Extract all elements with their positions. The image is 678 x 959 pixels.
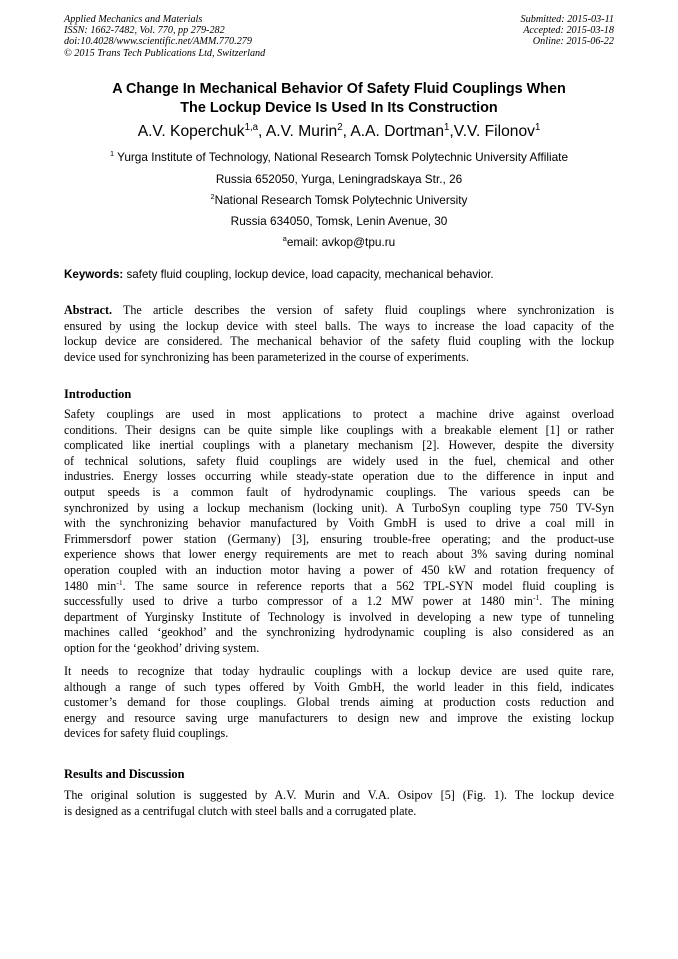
author-affil-sup: 1 bbox=[444, 121, 450, 133]
email-text: email: avkop@tpu.ru bbox=[286, 235, 396, 249]
abstract-line bbox=[64, 303, 614, 319]
text-fragment: 1480 min bbox=[64, 578, 117, 593]
paragraph-line: Frimmersdorf power station (Germany) [3], ensuring trouble-free operating; and the product-use bbox=[64, 531, 614, 546]
author-list bbox=[64, 123, 614, 141]
paragraph-line: synchronized by using a lockup mechanism (locking unit). A TurboSyn coupling type 750 TV-Syn bbox=[64, 500, 614, 515]
abstract-line: ensured by using the lockup device with steel balls. The ways to increase the load capacity of the bbox=[64, 318, 614, 333]
text-fragment: . The mining bbox=[539, 594, 614, 609]
affil-text: Yurga Institute of Technology, National Research Tomsk Polytechnic University Affiliate bbox=[114, 150, 569, 164]
title-line-1: A Change In Mechanical Behavior Of Safety Fluid Couplings When bbox=[112, 81, 566, 97]
abstract-line: device used for synchronizing has been parameterized in the course of experiments. bbox=[64, 349, 469, 364]
paragraph-line: industries. Energy losses occurring while steady-state operation due to the difference in input and bbox=[64, 469, 614, 484]
journal-issn: ISSN: 1662-7482, Vol. 770, pp 279-282 bbox=[64, 25, 225, 37]
paragraph-line: It needs to recognize that today hydraulic couplings with a lockup device are used quite rare, bbox=[64, 664, 614, 678]
paragraph-line: complicated like inertial couplings with a planetary mechanism [2]. However, despite the diversity bbox=[64, 438, 614, 453]
submission-dates bbox=[521, 14, 614, 48]
accepted-date: Accepted: 2015-03-18 bbox=[523, 25, 614, 37]
paragraph-line: The original solution is suggested by A.V. Murin and V.A. Osipov [5] (Fig. 1). The lockup device bbox=[64, 788, 614, 802]
paper-title bbox=[64, 80, 614, 118]
paragraph-line: experience shows that lower energy requirements are met to reach about 3% saving during nominal bbox=[64, 547, 614, 562]
author-separator: , bbox=[449, 123, 454, 140]
paragraph-line: of technical solutions, safety fluid couplings are widely used in the fuel, chemical and other bbox=[64, 453, 614, 468]
paragraph-line: department of Yurginsky Institute of Technology is involved in developing a new type of tunneling bbox=[64, 609, 614, 624]
introduction-heading: Introduction bbox=[64, 387, 132, 401]
affiliation-1 bbox=[64, 150, 614, 164]
author-separator: , bbox=[258, 123, 266, 140]
email-sup: a bbox=[282, 234, 287, 244]
paragraph-line: although a range of such types offered by Voith GmbH, the world leader in this field, indicates bbox=[64, 679, 614, 694]
title-line-2: The Lockup Device Is Used In Its Construction bbox=[180, 100, 498, 116]
author-affil-sup: 2 bbox=[337, 121, 343, 133]
author-separator: , bbox=[342, 123, 351, 140]
journal-name: Applied Mechanics and Materials bbox=[64, 14, 203, 25]
journal-info bbox=[64, 14, 265, 59]
abstract bbox=[64, 303, 614, 365]
journal-doi: doi:10.4028/www.scientific.net/AMM.770.279 bbox=[64, 36, 252, 48]
paragraph-line: Safety couplings are used in most applications to protect a machine drive against overload bbox=[64, 407, 614, 421]
exponent: -1 bbox=[116, 577, 123, 587]
affiliation-2 bbox=[64, 193, 614, 207]
affil-sup: 1 bbox=[109, 149, 115, 159]
paragraph-line: conditions. Their designs can be quite simple like couplings with a breakable element [1] or rather bbox=[64, 422, 614, 437]
paragraph-line: energy and resource saving urge manufacturers to design new and improve the existing lockup bbox=[64, 710, 614, 725]
paragraph-line: customer’s demand for those couplings. Global trends aiming at production costs reduction and bbox=[64, 695, 614, 710]
paragraph-line: option for the ‘geokhod’ driving system. bbox=[64, 640, 260, 655]
results-paragraph-1 bbox=[64, 788, 614, 819]
journal-copyright: © 2015 Trans Tech Publications Ltd, Switzerland bbox=[64, 47, 266, 59]
paragraph-line: operation coupled with an induction motor having a power of 450 kW and rotation frequency of bbox=[64, 562, 614, 577]
keywords-text: safety fluid coupling, lockup device, load capacity, mechanical behavior. bbox=[123, 268, 494, 281]
keywords bbox=[64, 268, 614, 281]
introduction-paragraph-1 bbox=[64, 407, 614, 657]
paragraph-line: is designed as a centrifugal clutch with steel balls and a corrugated plate. bbox=[64, 803, 417, 818]
keywords-label: Keywords: bbox=[64, 268, 124, 281]
affil-sup: 2 bbox=[210, 192, 215, 202]
author-name: A.A. Dortman bbox=[350, 123, 444, 140]
author-affil-sup: 1,a bbox=[244, 121, 259, 133]
text-fragment: successfully used to drive a turbo compressor of a 1.2 MW power at 1480 min bbox=[64, 594, 533, 609]
paragraph-line bbox=[64, 594, 614, 610]
author-affil-sup: 1 bbox=[534, 121, 541, 133]
abstract-text: The article describes the version of safety fluid couplings where synchronization is bbox=[112, 303, 614, 317]
online-date: Online: 2015-06-22 bbox=[532, 36, 614, 48]
author-name: V.V. Filonov bbox=[453, 123, 535, 140]
exponent: -1 bbox=[532, 593, 540, 603]
submitted-date: Submitted: 2015-03-11 bbox=[520, 14, 614, 25]
abstract-line: lockup device are considered. The mechanical behavior of the safety fluid coupling with the lockup bbox=[64, 334, 614, 349]
author-name: A.V. Koperchuk bbox=[137, 123, 245, 140]
paragraph-line: with the synchronizing behavior manufactured by Voith GmbH is used to drive a coal mill in bbox=[64, 516, 614, 531]
paragraph-line: output speeds is a common fault of hydrodynamic couplings. The various speeds can be bbox=[64, 484, 614, 499]
introduction-paragraph-2 bbox=[64, 664, 614, 742]
results-heading: Results and Discussion bbox=[64, 767, 185, 781]
paragraph-line: devices for safety fluid couplings. bbox=[64, 726, 229, 741]
text-fragment: . The same source in reference reports that a 562 TPL-SYN model fluid coupling is bbox=[122, 578, 614, 593]
affil-text: National Research Tomsk Polytechnic University bbox=[214, 193, 468, 207]
contact-email bbox=[64, 235, 614, 249]
author-name: A.V. Murin bbox=[265, 123, 338, 140]
affiliation-2-address: Russia 634050, Tomsk, Lenin Avenue, 30 bbox=[230, 214, 448, 228]
abstract-label: Abstract. bbox=[64, 303, 113, 317]
paragraph-line bbox=[64, 579, 614, 595]
paragraph-line: machines called ‘geokhod’ and the synchronizing hydrodynamic coupling is also considered as an bbox=[64, 625, 614, 640]
affiliation-1-address: Russia 652050, Yurga, Leningradskaya Str., 26 bbox=[215, 172, 463, 186]
